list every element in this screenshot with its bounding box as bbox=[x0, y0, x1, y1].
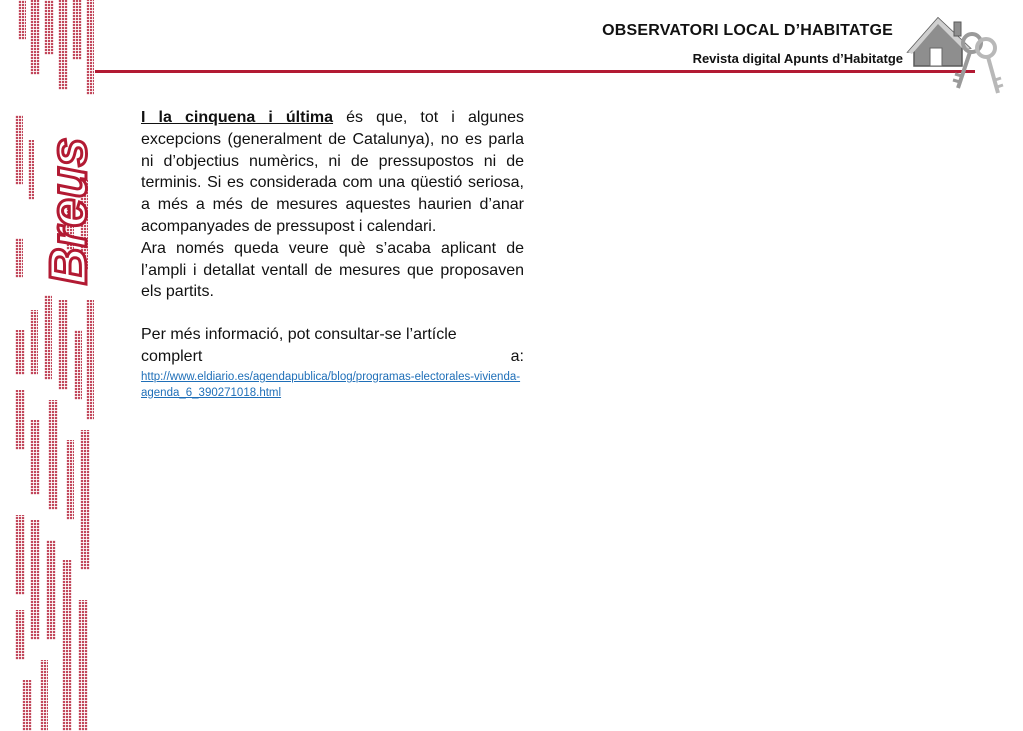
section-label bbox=[38, 100, 98, 290]
deco-bar bbox=[15, 115, 23, 185]
paragraph-3-line bbox=[141, 346, 524, 368]
deco-bar bbox=[46, 540, 56, 640]
section-label-text: Breus bbox=[40, 137, 98, 285]
header-title: OBSERVATORI LOCAL D’HABITATGE bbox=[602, 22, 893, 39]
deco-bar bbox=[30, 0, 40, 75]
deco-bar bbox=[78, 600, 88, 731]
header-divider bbox=[95, 70, 975, 73]
paragraph-2: Ara només queda veure què s’acaba aplicant de l’ampli i detallat ventall de mesures que proposaven els partits. bbox=[141, 239, 524, 301]
deco-bar bbox=[62, 560, 72, 731]
deco-bar bbox=[48, 400, 58, 510]
deco-bar bbox=[30, 310, 38, 375]
paragraph-1 bbox=[141, 107, 524, 238]
deco-bar bbox=[15, 515, 25, 595]
deco-bar bbox=[80, 430, 90, 570]
paragraph-lead: I la cinquena i última bbox=[141, 109, 334, 126]
paragraph-3-word: a: bbox=[510, 347, 524, 365]
header-subtitle: Revista digital Apunts d’Habitatge bbox=[692, 51, 903, 66]
house-keys-icon bbox=[900, 8, 1005, 98]
deco-bar bbox=[58, 0, 68, 90]
deco-bar bbox=[30, 420, 40, 495]
deco-bar bbox=[18, 0, 26, 40]
article-body bbox=[141, 107, 524, 401]
deco-bar bbox=[72, 0, 82, 60]
deco-bar bbox=[44, 295, 52, 380]
paragraph-1-text: és que, tot i algunes excepcions (generalment de Catalunya), no es parla ni d’objectius numèrics, ni de pressupostos ni de terminis. Si es considerada com una qüestió seriosa, a més a més de mesures aquestes haurien d’anar acompanyades de pressupost i calendari. bbox=[141, 109, 525, 235]
deco-bar bbox=[15, 330, 25, 375]
paragraph-3-text: Per més informació, pot consultar-se l’artícle bbox=[141, 326, 457, 344]
deco-bar bbox=[86, 0, 94, 95]
deco-bar bbox=[28, 140, 34, 200]
deco-bar bbox=[15, 238, 23, 278]
deco-bar bbox=[86, 300, 94, 420]
deco-bar bbox=[44, 0, 54, 55]
paragraph-3-word: complert bbox=[141, 347, 203, 365]
deco-bar bbox=[15, 390, 25, 450]
deco-bar bbox=[15, 610, 25, 660]
deco-bar bbox=[66, 440, 74, 520]
paragraph-3 bbox=[141, 324, 524, 368]
deco-bar bbox=[22, 680, 32, 731]
deco-bar bbox=[30, 520, 40, 640]
deco-bar bbox=[58, 300, 68, 390]
deco-bar bbox=[74, 330, 82, 400]
deco-bar bbox=[40, 660, 48, 731]
article-link[interactable]: http://www.eldiario.es/agendapublica/blog/programas-electorales-vivienda-agenda_6_390271018.html bbox=[141, 370, 521, 399]
